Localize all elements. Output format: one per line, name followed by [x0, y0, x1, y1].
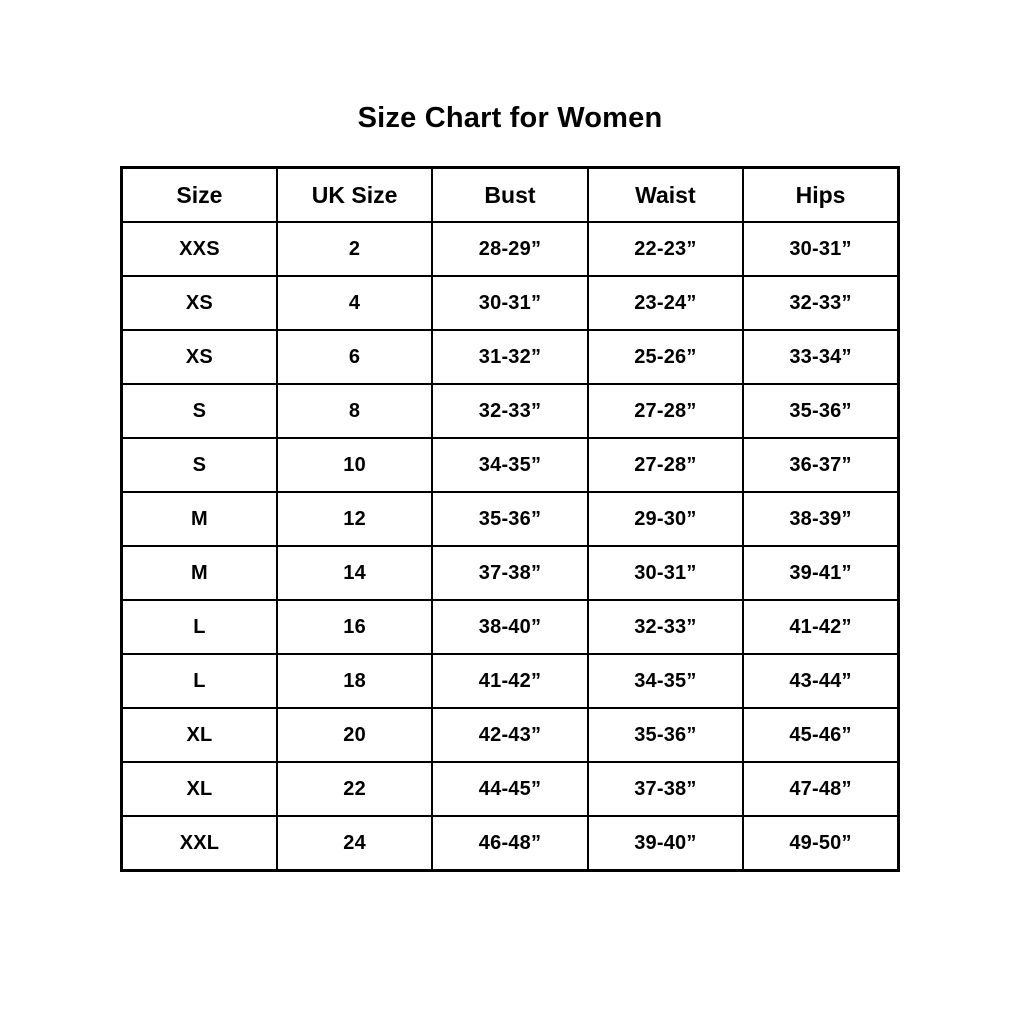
- cell-size: XXL: [122, 816, 277, 871]
- size-chart-table: [120, 166, 900, 872]
- cell-hips: 47-48”: [743, 762, 898, 816]
- cell-hips: 30-31”: [743, 222, 898, 276]
- table-row: [122, 438, 899, 492]
- header-cell-waist: Waist: [588, 168, 743, 223]
- cell-waist: 37-38”: [588, 762, 743, 816]
- cell-bust: 38-40”: [432, 600, 587, 654]
- cell-hips: 41-42”: [743, 600, 898, 654]
- cell-bust: 30-31”: [432, 276, 587, 330]
- table-row: [122, 330, 899, 384]
- cell-bust: 44-45”: [432, 762, 587, 816]
- cell-size: XS: [122, 330, 277, 384]
- cell-bust: 32-33”: [432, 384, 587, 438]
- header-cell-bust: Bust: [432, 168, 587, 223]
- table-row: [122, 276, 899, 330]
- table-row: [122, 654, 899, 708]
- cell-waist: 29-30”: [588, 492, 743, 546]
- cell-hips: 36-37”: [743, 438, 898, 492]
- header-row: [122, 168, 899, 223]
- cell-uk-size: 22: [277, 762, 432, 816]
- cell-size: XXS: [122, 222, 277, 276]
- cell-hips: 35-36”: [743, 384, 898, 438]
- cell-size: XS: [122, 276, 277, 330]
- table-row: [122, 762, 899, 816]
- cell-uk-size: 20: [277, 708, 432, 762]
- cell-bust: 34-35”: [432, 438, 587, 492]
- cell-uk-size: 10: [277, 438, 432, 492]
- cell-waist: 35-36”: [588, 708, 743, 762]
- cell-waist: 25-26”: [588, 330, 743, 384]
- table-header: [122, 168, 899, 223]
- cell-bust: 46-48”: [432, 816, 587, 871]
- header-cell-hips: Hips: [743, 168, 898, 223]
- cell-uk-size: 2: [277, 222, 432, 276]
- cell-hips: 49-50”: [743, 816, 898, 871]
- table-row: [122, 546, 899, 600]
- cell-uk-size: 14: [277, 546, 432, 600]
- cell-size: S: [122, 438, 277, 492]
- table-row: [122, 708, 899, 762]
- cell-size: S: [122, 384, 277, 438]
- cell-bust: 41-42”: [432, 654, 587, 708]
- header-cell-size: Size: [122, 168, 277, 223]
- table-row: [122, 492, 899, 546]
- cell-hips: 45-46”: [743, 708, 898, 762]
- cell-waist: 32-33”: [588, 600, 743, 654]
- cell-uk-size: 24: [277, 816, 432, 871]
- table-row: [122, 600, 899, 654]
- cell-waist: 27-28”: [588, 384, 743, 438]
- cell-waist: 39-40”: [588, 816, 743, 871]
- cell-waist: 23-24”: [588, 276, 743, 330]
- cell-uk-size: 12: [277, 492, 432, 546]
- cell-uk-size: 18: [277, 654, 432, 708]
- cell-hips: 39-41”: [743, 546, 898, 600]
- cell-size: L: [122, 600, 277, 654]
- cell-size: L: [122, 654, 277, 708]
- page-title: Size Chart for Women: [357, 102, 663, 134]
- cell-hips: 43-44”: [743, 654, 898, 708]
- cell-hips: 32-33”: [743, 276, 898, 330]
- cell-uk-size: 8: [277, 384, 432, 438]
- cell-bust: 37-38”: [432, 546, 587, 600]
- cell-size: XL: [122, 708, 277, 762]
- cell-waist: 22-23”: [588, 222, 743, 276]
- cell-hips: 33-34”: [743, 330, 898, 384]
- cell-waist: 27-28”: [588, 438, 743, 492]
- cell-waist: 34-35”: [588, 654, 743, 708]
- cell-uk-size: 4: [277, 276, 432, 330]
- cell-size: XL: [122, 762, 277, 816]
- table-row: [122, 816, 899, 871]
- cell-uk-size: 6: [277, 330, 432, 384]
- table-row: [122, 222, 899, 276]
- header-cell-uk-size: UK Size: [277, 168, 432, 223]
- table-body: [122, 222, 899, 871]
- cell-size: M: [122, 492, 277, 546]
- cell-uk-size: 16: [277, 600, 432, 654]
- cell-waist: 30-31”: [588, 546, 743, 600]
- cell-bust: 28-29”: [432, 222, 587, 276]
- cell-hips: 38-39”: [743, 492, 898, 546]
- cell-bust: 31-32”: [432, 330, 587, 384]
- cell-bust: 42-43”: [432, 708, 587, 762]
- table-row: [122, 384, 899, 438]
- cell-size: M: [122, 546, 277, 600]
- cell-bust: 35-36”: [432, 492, 587, 546]
